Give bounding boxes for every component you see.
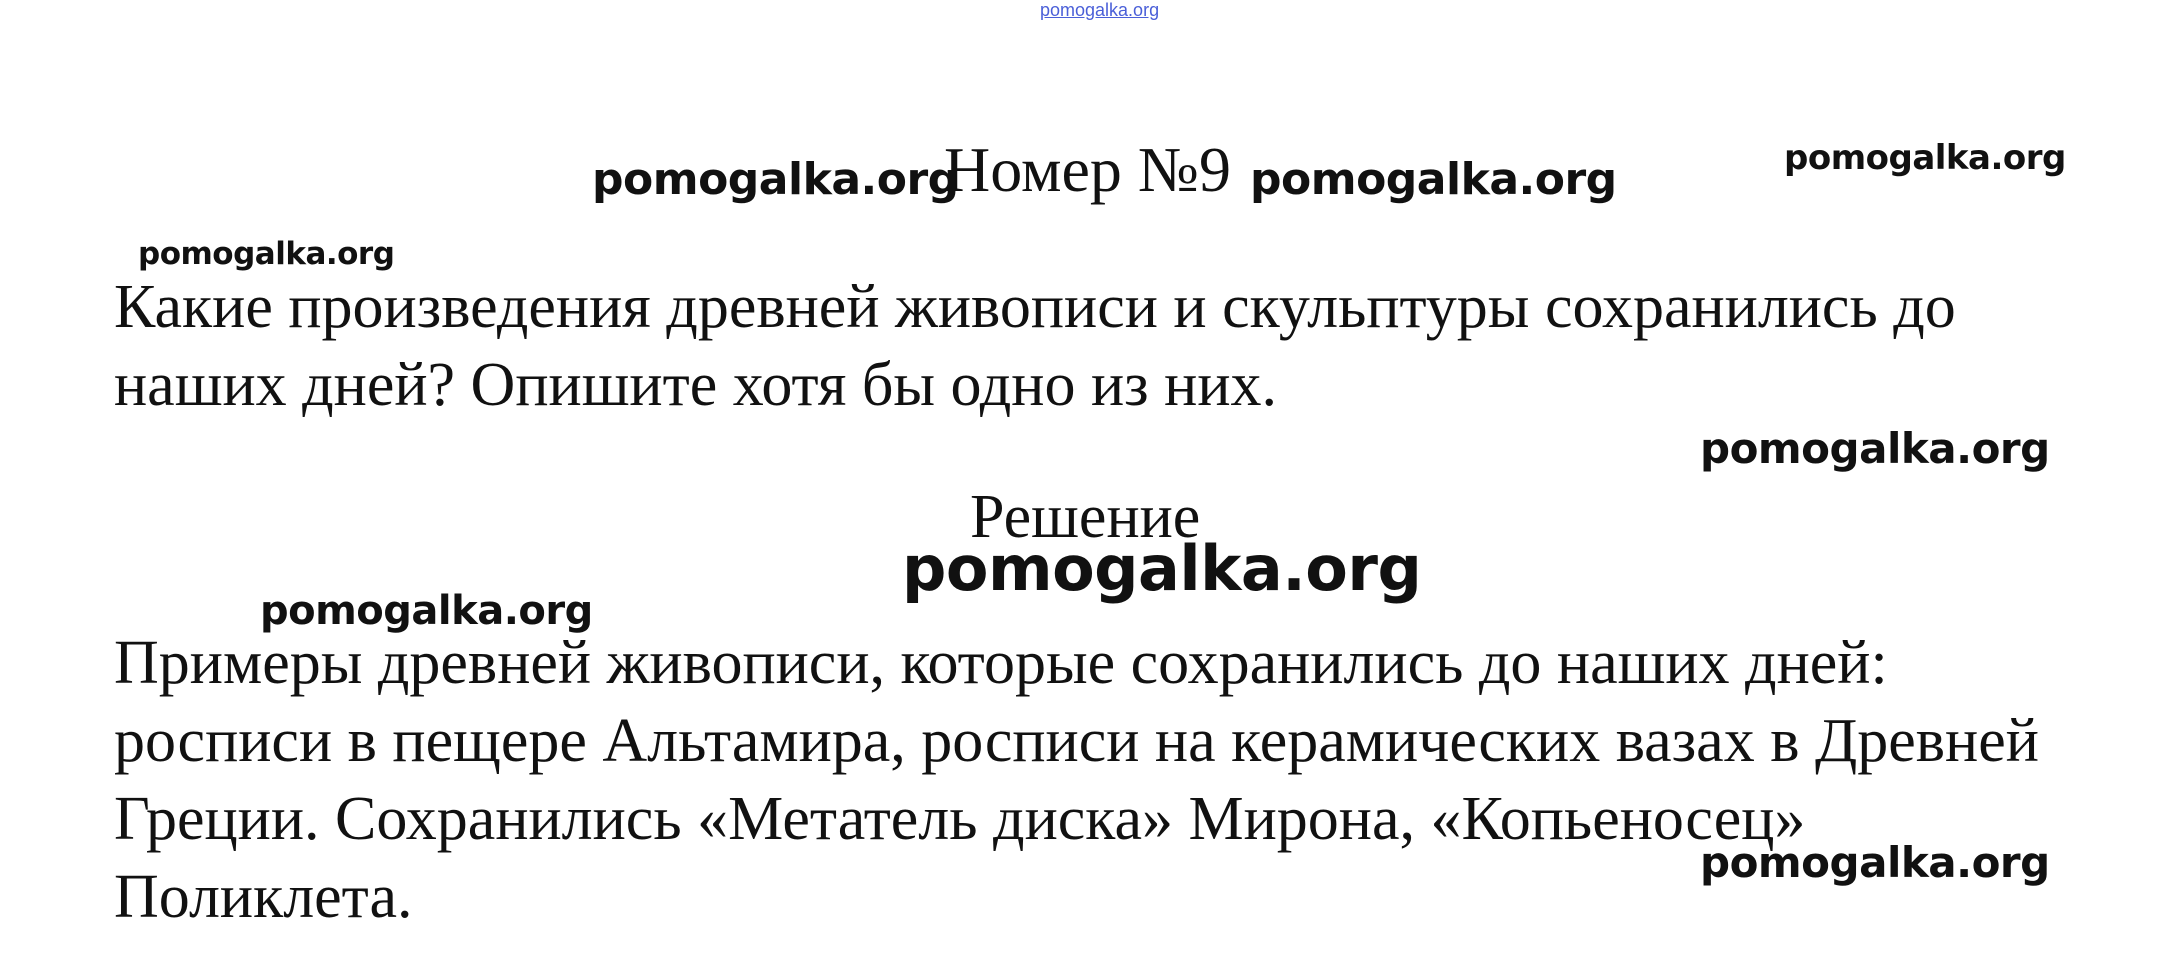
watermark: pomogalka.org	[1700, 838, 2050, 887]
answer-paragraph: Примеры древней живописи, которые сохранились до наших дней: росписи в пещере Альтамира, росписи на керамических вазах в Древней Греции. Сохранились «Метатель диска» Мирона, «Копьеносец» Поликлета.	[114, 629, 2039, 931]
watermark: pomogalka.org	[260, 588, 593, 634]
watermark: pomogalka.org	[1250, 154, 1617, 205]
site-link[interactable]: pomogalka.org	[1040, 0, 1160, 20]
task-title: Номер №9	[944, 134, 1231, 205]
watermark: pomogalka.org	[1700, 424, 2050, 473]
watermark: pomogalka.org	[902, 532, 1422, 605]
watermark: pomogalka.org	[138, 236, 395, 272]
answer-text	[114, 624, 2094, 936]
watermark: pomogalka.org	[592, 154, 959, 205]
solution-heading: Решение	[970, 483, 1201, 551]
question-text	[114, 268, 2094, 424]
question-paragraph: Какие произведения древней живописи и скульптуры сохранились до наших дней? Опишите хотя бы одно из них.	[114, 273, 1956, 419]
watermark: pomogalka.org	[1784, 138, 2066, 178]
